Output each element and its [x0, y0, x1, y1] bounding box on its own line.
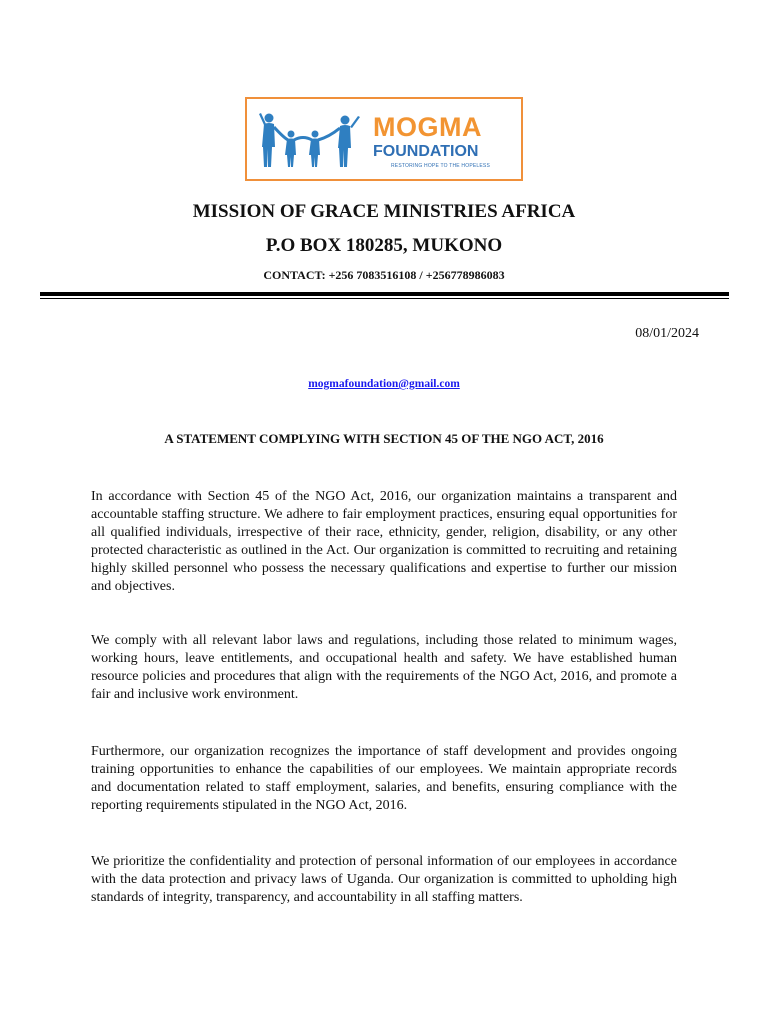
- statement-title: A STATEMENT COMPLYING WITH SECTION 45 OF THE NGO ACT, 2016: [164, 431, 604, 446]
- letter-date: 08/01/2024: [635, 326, 699, 341]
- logo-main-text: MOGMA: [373, 112, 482, 142]
- logo-sub-text: FOUNDATION: [373, 143, 479, 160]
- email-link[interactable]: mogmafoundation@gmail.com: [308, 378, 460, 390]
- logo: [245, 97, 523, 181]
- header-divider-thick: [40, 292, 729, 296]
- header-divider-thin: [40, 298, 729, 299]
- email-line: [0, 377, 768, 391]
- logo-tagline: RESTORING HOPE TO THE HOPELESS: [391, 163, 490, 169]
- paragraph: In accordance with Section 45 of the NGO Act, 2016, our organization maintains a transparent and accountable staffing structure. We adhere to fair employment practices, ensuring equal opportunities for all qualified individuals, irrespective of their race, ethnicity, gender, religion, disability, or any other protected characteristic as outlined in the Act. Our organization is committed to recruiting and retaining highly skilled personnel who possess the necessary qualifications and expertise to further our mission and objectives.: [91, 489, 677, 594]
- organization-name: MISSION OF GRACE MINISTRIES AFRICA: [192, 201, 576, 222]
- paragraph: We comply with all relevant labor laws and regulations, including those related to minimum wages, working hours, leave entitlements, and occupational health and safety. We have established human resource policies and procedures that align with the requirements of the NGO Act, 2016, and promote a fair and inclusive work environment.: [91, 633, 677, 702]
- organization-contact: CONTACT: +256 7083516108 / +256778986083: [263, 268, 505, 282]
- paragraph: We prioritize the confidentiality and protection of personal information of our employees in accordance with the data protection and privacy laws of Uganda. Our organization is committed to upholding high standards of integrity, transparency, and accountability in all staffing matters.: [91, 854, 677, 905]
- paragraph: Furthermore, our organization recognizes the importance of staff development and provides ongoing training opportunities to enhance the capabilities of our employees. We maintain appropriate records and documentation related to staff employment, salaries, and benefits, ensuring compliance with the reporting requirements stipulated in the NGO Act, 2016.: [91, 744, 677, 813]
- family-figures-icon: [257, 111, 365, 169]
- organization-address: P.O BOX 180285, MUKONO: [265, 235, 503, 256]
